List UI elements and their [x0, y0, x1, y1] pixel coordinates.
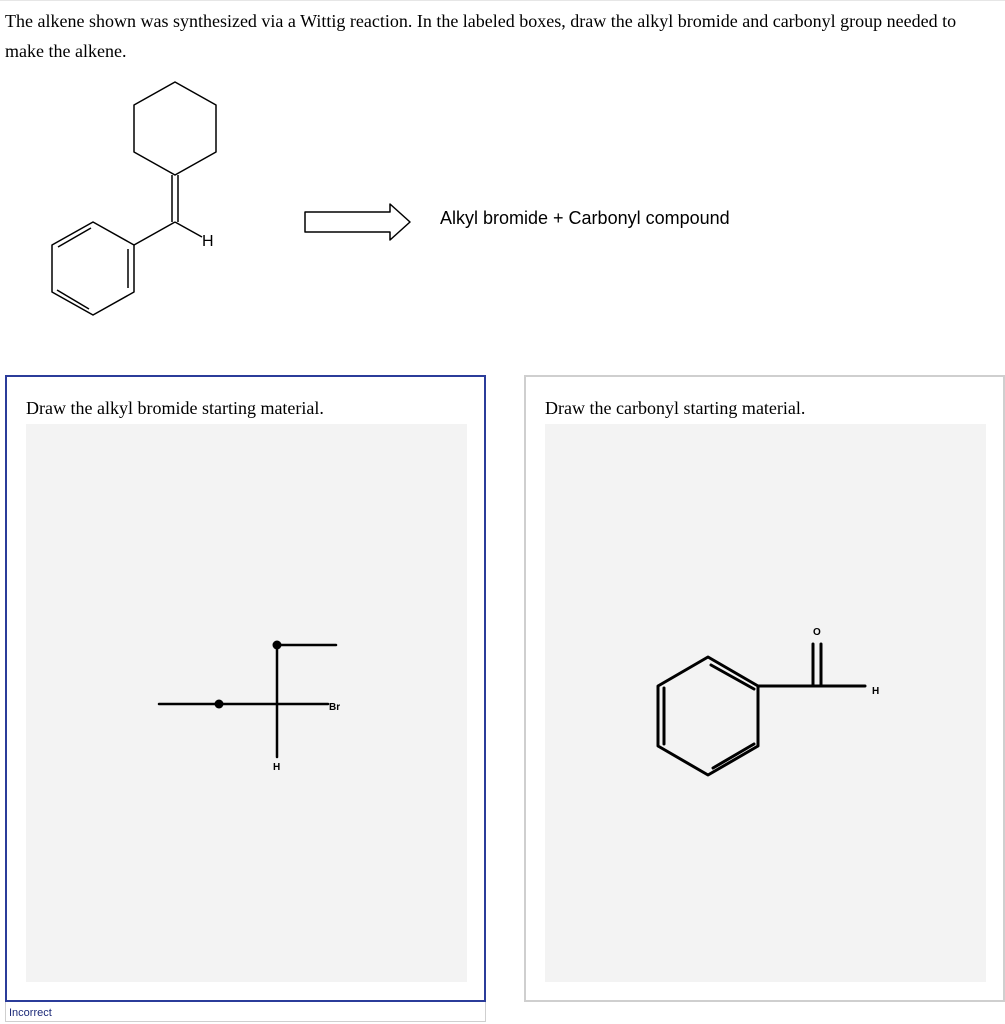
status-bar [5, 1002, 486, 1022]
atom-dot-left [215, 700, 224, 709]
atom-dot-top [273, 641, 282, 650]
ring-double-3 [713, 744, 754, 768]
alkyl-bromide-drawing-canvas[interactable] [26, 424, 467, 982]
top-divider [0, 0, 1005, 1]
product-h-label: H [202, 233, 214, 250]
oxygen-atom-label: O [813, 627, 821, 638]
cyclohexane-ring [134, 82, 216, 175]
bond-to-h [175, 222, 202, 237]
reaction-text: Alkyl bromide + Carbonyl compound [440, 208, 730, 228]
benzaldehyde-ring [658, 657, 758, 775]
alkyl-bromide-structure [26, 424, 467, 982]
reaction-scheme [0, 80, 1005, 340]
status-label: Incorrect [9, 1007, 52, 1019]
alkyl-bromide-title: Draw the alkyl bromide starting material. [26, 398, 324, 418]
reaction-arrow [305, 204, 410, 240]
question-text: The alkene shown was synthesized via a Wittig reaction. In the labeled boxes, draw the alkyl bromide and carbonyl group needed to make the alkene. [5, 11, 957, 61]
carbonyl-title: Draw the carbonyl starting material. [545, 398, 806, 418]
ring-double-2 [711, 665, 754, 689]
carbonyl-drawing-canvas[interactable] [545, 424, 986, 982]
benzene-ring [52, 222, 134, 315]
hydrogen-atom-label: H [273, 762, 281, 773]
aldehyde-h-label: H [872, 686, 880, 697]
carbonyl-structure [545, 424, 986, 982]
alkyl-bromide-panel[interactable] [5, 375, 486, 1002]
bond-to-phenyl [134, 222, 175, 245]
bromine-atom-label: Br [329, 702, 341, 713]
carbonyl-panel[interactable] [524, 375, 1005, 1002]
benzene-inner-bond-3 [58, 228, 91, 247]
benzene-inner-bond-2 [57, 290, 89, 309]
